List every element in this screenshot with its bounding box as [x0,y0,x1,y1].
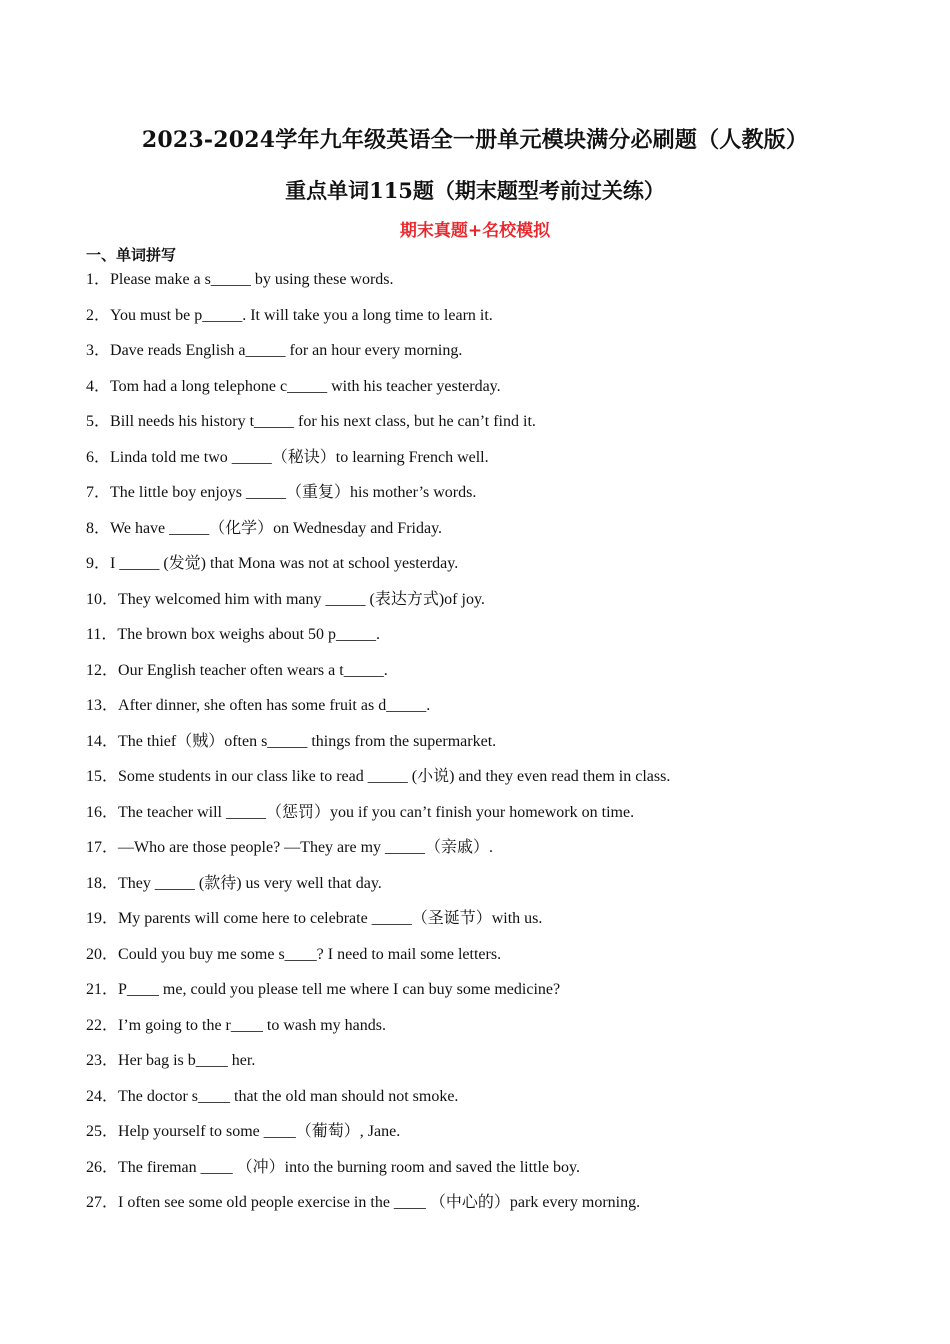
question-item [86,1079,906,1115]
question-number: 20． [86,945,119,963]
question-item [86,1114,906,1150]
question-text: Tom had a long telephone c_____ with his teacher yesterday. [110,377,501,395]
question-number: 18． [86,874,119,892]
question-text: They welcomed him with many _____ (表达方式)of joy. [118,590,485,608]
page-subtitle: 重点单词115题（期末题型考前过关练） [285,178,665,203]
question-text: —Who are those people? —They are my _____（亲戚）. [118,839,494,856]
question-text: You must be p_____. It will take you a long time to learn it. [110,306,493,324]
question-text: Linda told me two _____（秘诀）to learning French well. [110,448,489,466]
question-number: 3． [86,342,111,359]
question-item [86,972,906,1008]
question-item [86,298,906,334]
question-number: 4． [86,377,111,395]
question-number: 8． [86,519,111,537]
question-text: Please make a s_____ by using these words. [110,271,394,288]
question-text: After dinner, she often has some fruit as d_____. [118,697,431,714]
question-text: Our English teacher often wears a t_____. [118,661,388,679]
question-text: Could you buy me some s____? I need to mail some letters. [118,945,502,963]
question-number: 22． [86,1016,119,1034]
question-text: The teacher will _____（惩罚）you if you can’t finish your homework on time. [118,803,635,821]
question-number: 21． [86,981,119,998]
question-number: 25． [86,1123,119,1140]
question-item [86,866,906,902]
question-list [86,262,906,1221]
question-number: 26． [86,1158,119,1176]
question-item [86,333,906,369]
question-item [86,262,906,298]
question-item [86,582,906,618]
question-item [86,795,906,831]
section-heading: 一、单词拼写 [86,246,177,264]
question-number: 11． [86,626,118,643]
question-text: The thief（贼）often s_____ things from the supermarket. [118,732,497,750]
question-number: 17． [86,839,119,856]
question-item [86,1043,906,1079]
question-text: Her bag is b____ her. [118,1052,256,1069]
question-number: 5． [86,413,111,430]
question-item [86,475,906,511]
question-text: Bill needs his history t_____ for his next class, but he can’t find it. [110,413,536,430]
question-item [86,511,906,547]
question-item [86,404,906,440]
question-item [86,1008,906,1044]
question-item [86,653,906,689]
question-text: They _____ (款待) us very well that day. [118,874,382,892]
question-text: I’m going to the r____ to wash my hands. [118,1016,386,1034]
question-item [86,688,906,724]
question-number: 24． [86,1087,119,1105]
question-text: P____ me, could you please tell me where I can buy some medicine? [118,981,561,998]
question-item [86,1150,906,1186]
question-item [86,1185,906,1221]
question-text: The doctor s____ that the old man should not smoke. [118,1087,459,1105]
question-item [86,617,906,653]
question-number: 7． [86,484,111,501]
question-number: 6． [86,448,111,466]
question-number: 10． [86,590,119,608]
question-text: The brown box weighs about 50 p_____. [117,626,381,643]
question-text: We have _____（化学）on Wednesday and Friday. [110,519,443,537]
question-item [86,369,906,405]
question-number: 23． [86,1052,119,1069]
question-text: Dave reads English a_____ for an hour every morning. [110,342,463,359]
question-number: 14． [86,732,119,750]
page-title: 2023-2024学年九年级英语全一册单元模块满分必刷题（人教版） [141,127,809,153]
question-text: Help yourself to some ____（葡萄）, Jane. [118,1123,401,1140]
question-number: 19． [86,910,119,927]
question-text: The fireman ____ （冲）into the burning room and saved the little boy. [118,1158,580,1176]
red-subtitle: 期末真题+名校模拟 [399,221,551,241]
question-item [86,440,906,476]
question-number: 1． [86,271,111,288]
question-item [86,937,906,973]
question-number: 9． [86,555,111,572]
question-number: 12． [86,661,119,679]
question-text: Some students in our class like to read _____ (小说) and they even read them in class. [118,768,671,785]
question-item [86,830,906,866]
question-number: 15． [86,768,119,785]
question-text: My parents will come here to celebrate _____（圣诞节）with us. [118,910,543,927]
question-item [86,724,906,760]
question-item [86,901,906,937]
question-item [86,759,906,795]
question-number: 16． [86,803,119,821]
question-number: 13． [86,697,119,714]
question-number: 27． [86,1194,119,1211]
question-item [86,546,906,582]
question-text: I _____ (发觉) that Mona was not at school yesterday. [110,555,459,572]
question-text: I often see some old people exercise in the ____ （中心的）park every morning. [118,1194,641,1211]
question-number: 2． [86,306,111,324]
question-text: The little boy enjoys _____（重复）his mother’s words. [110,484,477,501]
